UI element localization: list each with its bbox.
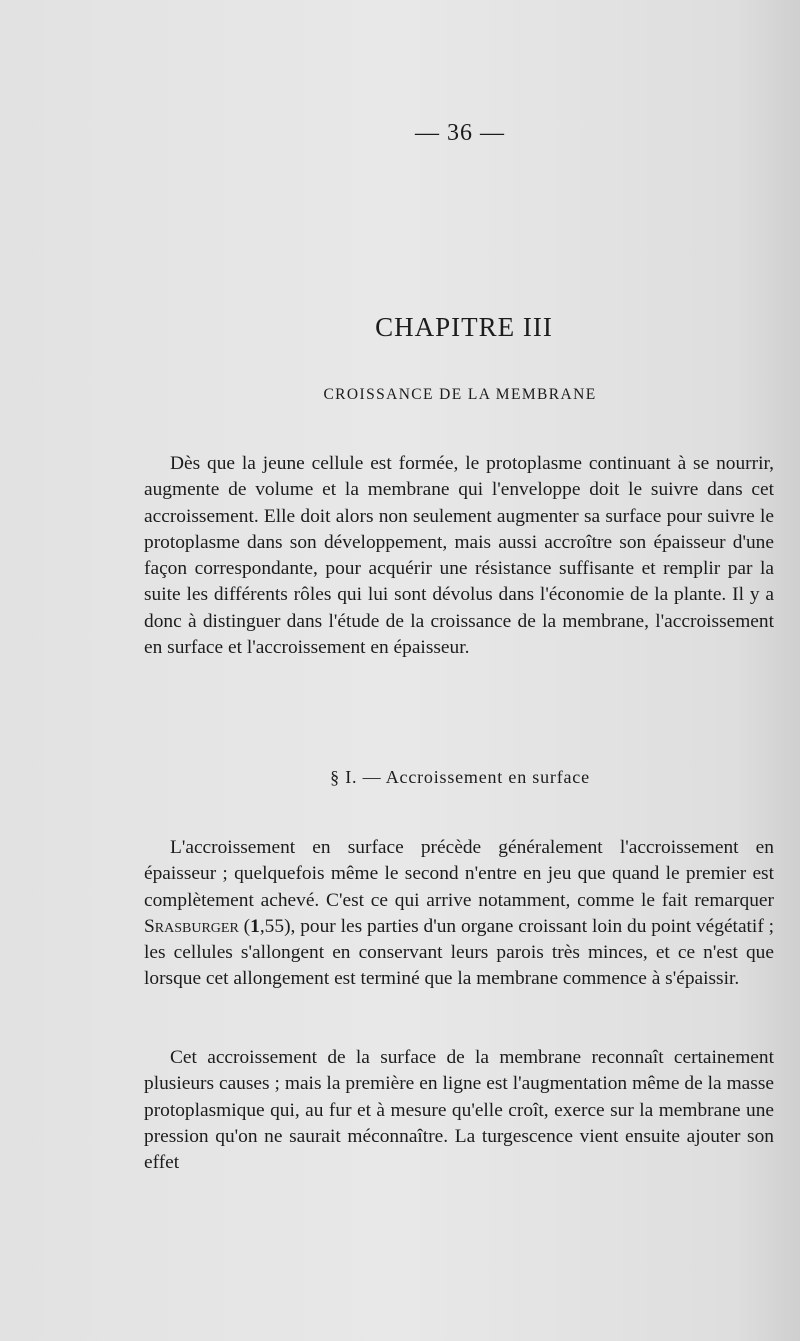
page-number: — 36 — <box>415 120 505 146</box>
paragraph-surface-rest: ,55), pour les parties d'un organe croissant loin du point végétatif ; les cellules s'allongent en conservant leurs parois très minces, et ce n'est que lorsque cet allongement est terminé que la membrane commence à s'épaissir. <box>144 915 775 990</box>
paragraph-surface-text: L'accroissement en surface précède généralement l'accroissement en épaisseur ; quelquefois même le second n'entre en jeu que quand le premier est complètement achevé. C'est ce qui arrive notamment, comme le fait remarquer <box>144 837 774 911</box>
author-name: Srasburger <box>144 915 239 937</box>
reference-volume: 1 <box>250 915 260 937</box>
paragraph-surface <box>144 835 774 993</box>
reference-open: ( <box>238 915 251 937</box>
chapter-subtitle: CROISSANCE DE LA MEMBRANE <box>323 386 597 403</box>
section-heading: § I. — Accroissement en surface <box>330 767 590 787</box>
chapter-title: CHAPITRE III <box>375 312 553 342</box>
paragraph-causes <box>144 1045 774 1176</box>
paragraph-intro-text: Dès que la jeune cellule est formée, le protoplasme continuant à se nourrir, augmente de volume et la membrane qui l'enveloppe doit le suivre dans cet accroissement. Elle doit alors non seulement augmenter sa surface pour suivre le protoplasme dans son développement, mais aussi accroître son épaisseur d'une façon correspondante, pour acquérir une résistance suffisante et remplir par la suite les différents rôles qui lui sont dévolus dans l'économie de la plante. Il y a donc à distinguer dans l'étude de la croissance de la membrane, l'accroissement en surface et l'accroissement en épaisseur. <box>144 453 774 659</box>
paragraph-intro <box>144 451 774 661</box>
paragraph-causes-text: Cet accroissement de la surface de la membrane reconnaît certainement plusieurs causes ; mais la première en ligne est l'augmentation même de la masse protoplasmique qui, au fur et à mesure qu'elle croît, exerce sur la membrane une pression qu'on ne saurait méconnaître. La turgescence vient ensuite ajouter son effet <box>144 1047 774 1174</box>
